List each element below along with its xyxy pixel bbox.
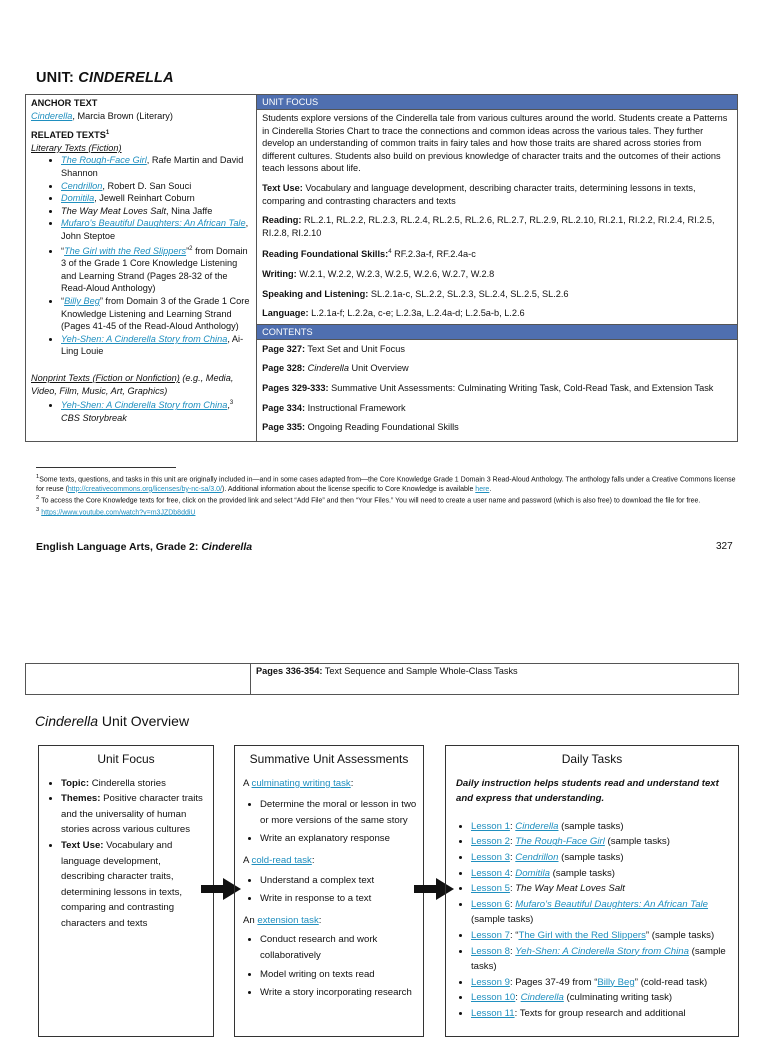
lesson-link[interactable]: Lesson 9 — [471, 976, 510, 988]
related-text-item: • “The Girl with the Red Slippers”$^2$ from Domain 3 of the Grade 1 Core Knowledge Listening and Learning Strand (Pages 28-32 of the Read-Aloud Anthology) — [61, 243, 251, 295]
related-text-item: • “Billy Beg” from Domain 3 of the Grade 1 Core Knowledge Listening and Learning Strand (Pages 41-45 of the Read-Aloud Anthology) — [61, 295, 251, 333]
related-text-link[interactable]: Cendrillon — [61, 180, 103, 191]
youtube-link[interactable]: https://www.youtube.com/watch?v=m3JZDb8ddiU — [41, 509, 196, 517]
lesson-item: • Lesson 1: Cinderella (sample tasks) — [471, 819, 732, 835]
related-text-link[interactable]: The Rough-Face Girl — [61, 155, 147, 166]
related-text-item: • The Way Meat Loves Salt, Nina Jaffe — [61, 205, 251, 218]
lesson-title-link[interactable]: Cendrillon — [515, 851, 559, 863]
contents-continued-box — [25, 663, 739, 695]
lessons-list — [446, 819, 738, 1022]
related-text-item: • Cendrillon, Robert D. San Souci — [61, 180, 251, 193]
lesson-title-link[interactable]: Cinderella — [515, 820, 559, 832]
daily-tasks-box — [445, 745, 739, 1037]
overview-title: Cinderella Unit Overview — [35, 713, 190, 729]
lesson-link[interactable]: Lesson 5 — [471, 883, 510, 895]
unit-focus-item: • Themes: Positive character traits and the universality of human stories across various cultures — [61, 791, 207, 838]
texts-column — [26, 95, 257, 442]
extension-list — [235, 932, 423, 1000]
lesson-link[interactable]: Lesson 6 — [471, 898, 510, 910]
extension-label: An extension task: — [243, 914, 322, 926]
footnotes — [36, 473, 736, 518]
related-text-item: • The Rough-Face Girl, Rafe Martin and David Shannon — [61, 154, 251, 179]
culminating-label: A culminating writing task: — [243, 777, 354, 789]
contents-row: Page 334: Instructional Framework — [262, 402, 406, 413]
lesson-link[interactable]: Lesson 4 — [471, 867, 510, 879]
contents-header: CONTENTS — [257, 325, 737, 340]
page-footer-title: English Language Arts, Grade 2: Cinderella — [36, 541, 253, 553]
footnote-2: $^2$ To access the Core Knowledge texts for free, click on the provided link and select “Add File” and then “Your Files.” You will need to create a user name and password (which is also free) to download the file for free. — [36, 495, 701, 505]
anchor-heading: ANCHOR TEXT — [31, 98, 98, 108]
related-text-link[interactable]: Domitila — [61, 193, 95, 204]
unit-title: UNIT: CINDERELLA — [36, 70, 174, 86]
related-text-item: • Mufaro's Beautiful Daughters: An African Tale, John Steptoe — [61, 217, 251, 242]
related-text-link[interactable]: Yeh-Shen: A Cinderella Story from China — [61, 333, 228, 344]
coldread-item: • Write in response to a text — [260, 891, 417, 907]
contents-row: Page 328: Cinderella Unit Overview — [262, 363, 409, 374]
lesson-title-link[interactable]: The Rough-Face Girl — [515, 836, 605, 848]
lesson-title-link[interactable]: The Girl with the Red Slippers — [518, 929, 646, 941]
extension-task-link[interactable]: extension task — [257, 914, 319, 926]
lesson-title-link[interactable]: Cinderella — [520, 992, 564, 1004]
nonprint-item: • Yeh-Shen: A Cinderella Story from China,$^3$ CBS Storybreak — [61, 397, 251, 424]
unit-name: CINDERELLA — [78, 70, 174, 86]
lesson-link[interactable]: Lesson 3 — [471, 851, 510, 863]
coldread-label: A cold-read task: — [243, 854, 315, 866]
page-number: 327 — [716, 541, 733, 552]
culminating-item: • Write an explanatory response — [260, 831, 417, 847]
anchor-text: Cinderella, Marcia Brown (Literary) — [31, 110, 173, 121]
related-text-link[interactable]: Mufaro's Beautiful Daughters: An African Tale — [61, 218, 246, 229]
focus-foundational: Reading Foundational Skills:$^4$ RF.2.3a-f, RF.2.4a-c — [262, 249, 476, 260]
daily-tasks-heading: Daily Tasks — [561, 752, 623, 766]
unit-focus-item: • Text Use: Vocabulary and language development, describing character traits, determining lessons in texts, comparing and contrasting characters and texts — [61, 838, 207, 932]
related-text-item: • Domitila, Jewell Reinhart Coburn — [61, 192, 251, 205]
contents-list — [257, 340, 737, 434]
lesson-item: • Lesson 11: Texts for group research and additional — [471, 1006, 732, 1022]
nonprint-heading: Nonprint Texts (Fiction or Nonfiction) (e.g., Media, Video, Film, Music, Art, Graphics) — [31, 373, 234, 396]
focus-writing: Writing: W.2.1, W.2.2, W.2.3, W.2.5, W.2.6, W.2.7, W.2.8 — [262, 269, 495, 279]
unit-focus-box — [38, 745, 214, 1037]
focus-cell — [257, 95, 738, 325]
lesson-item: • Lesson 7: “The Girl with the Red Slippers” (sample tasks) — [471, 928, 732, 944]
lesson-item: • Lesson 8: Yeh-Shen: A Cinderella Story from China (sample tasks) — [471, 944, 732, 975]
lesson-link[interactable]: Lesson 1 — [471, 820, 510, 832]
lesson-item: • Lesson 4: Domitila (sample tasks) — [471, 866, 732, 882]
culminating-list — [235, 797, 423, 847]
nonprint-list — [31, 397, 251, 424]
related-text-link[interactable]: Billy Beg — [64, 296, 100, 307]
lesson-item: • Lesson 10: Cinderella (culminating writing task) — [471, 990, 732, 1006]
daily-tasks-intro: Daily instruction helps students read and understand text and express that understanding. — [456, 777, 719, 805]
related-text-link[interactable]: The Girl with the Red Slippers — [64, 245, 187, 256]
unit-focus-header: UNIT FOCUS — [257, 95, 737, 110]
cold-read-task-link[interactable]: cold-read task — [251, 854, 312, 866]
lesson-link[interactable]: Lesson 7 — [471, 929, 510, 941]
assessments-box — [234, 745, 424, 1037]
footnote-3: $^3$ https://www.youtube.com/watch?v=m3JZDb8ddiU — [36, 507, 196, 517]
focus-text-use: Text Use: Vocabulary and language development, describing character traits, determining lessons in texts, comparing and contrasting characters and texts — [262, 182, 696, 206]
coldread-item: • Understand a complex text — [260, 873, 417, 889]
lesson-item: • Lesson 5: The Way Meat Loves Salt — [471, 881, 732, 897]
extension-item: • Model writing on texts read — [260, 967, 417, 983]
nonprint-link[interactable]: Yeh-Shen: A Cinderella Story from China — [61, 400, 228, 411]
text-set-table — [25, 94, 738, 442]
focus-intro: Students explore versions of the Cinderella tale from various cultures around the world. Students create a Patterns in Cinderella Stories Chart to trace the connections and common ideas across the various tales. They further develop an understanding of common traits in fairy tales and how those traits are shared across stories from different cultures. Students also build on previous knowledge of character traits and the outcomes of their actions teach lessons about life. — [262, 113, 728, 174]
contents-row: Pages 329-333: Summative Unit Assessments: Culminating Writing Task, Cold-Read Task, and Extension Task — [262, 382, 714, 393]
lesson-item: • Lesson 3: Cendrillon (sample tasks) — [471, 850, 732, 866]
related-text-item: • Yeh-Shen: A Cinderella Story from China, Ai-Ling Louie — [61, 333, 251, 358]
contents-row: Page 327: Text Set and Unit Focus — [262, 343, 405, 354]
lesson-title-link[interactable]: Billy Beg — [597, 976, 635, 988]
assessments-box-heading: Summative Unit Assessments — [249, 752, 409, 766]
culminating-item: • Determine the moral or lesson in two or more versions of the same story — [260, 797, 417, 828]
contents-row: Page 335: Ongoing Reading Foundational Skills — [262, 422, 459, 433]
lesson-title-link[interactable]: Domitila — [515, 867, 550, 879]
lesson-link[interactable]: Lesson 2 — [471, 836, 510, 848]
focus-reading: Reading: RL.2.1, RL.2.2, RL.2.3, RL.2.4, RL.2.5, RL.2.6, RL.2.7, RL.2.9, RL.2.10, RI.2.1, RI.2.2, RI.2.4, RI.2.5, RI.2.8, RI.2.10 — [262, 215, 715, 238]
unit-focus-item: • Topic: Cinderella stories — [61, 776, 207, 792]
license-here-link[interactable]: here — [475, 485, 490, 493]
extension-item: • Write a story incorporating research — [260, 985, 417, 1001]
coldread-list — [235, 873, 423, 907]
lesson-item: • Lesson 6: Mufaro's Beautiful Daughters: An African Tale (sample tasks) — [471, 897, 732, 928]
lesson-item: • Lesson 9: Pages 37-49 from “Billy Beg” (cold-read task) — [471, 975, 732, 991]
related-list — [31, 154, 251, 358]
focus-language: Language: L.2.1a-f; L.2.2a, c-e; L.2.3a, L.2.4a-d; L.2.5a-b, L.2.6 — [262, 308, 525, 319]
lesson-link[interactable]: Lesson 8 — [471, 945, 510, 957]
contents-continued-row: Pages 336-354: Text Sequence and Sample Whole-Class Tasks — [256, 666, 518, 676]
lesson-title-link[interactable]: Yeh-Shen: A Cinderella Story from China — [515, 945, 689, 957]
creative-commons-link[interactable]: http://creativecommons.org/licenses/by-nc-sa/3.0/ — [67, 485, 222, 493]
unit-focus-list — [39, 776, 213, 932]
anchor-title-link[interactable]: Cinderella — [31, 110, 73, 121]
footnote-1: $^1$Some texts, questions, and tasks in this unit are originally included in—and in some cases adapted from—the Core Knowledge Grade 1 Domain 3 Read-Aloud Anthology. The anthology falls under a Creative Commons license for reuse (http://creativecommons.org/licenses/by-nc-sa/3.0/). Additional information about the license specific to Core Knowledge is available here. — [36, 474, 736, 493]
unit-focus-box-heading: Unit Focus — [97, 752, 155, 766]
footnote-divider — [36, 467, 176, 468]
culminating-task-link[interactable]: culminating writing task — [251, 777, 351, 789]
lesson-link[interactable]: Lesson 10 — [471, 992, 516, 1004]
lesson-link[interactable]: Lesson 11 — [471, 1007, 515, 1019]
literary-heading: Literary Texts (Fiction) — [31, 142, 122, 153]
extension-item: • Conduct research and work collaboratively — [260, 932, 417, 963]
lesson-title-link[interactable]: Mufaro's Beautiful Daughters: An African Tale — [515, 898, 709, 910]
related-heading: RELATED TEXTS$^1$ — [31, 130, 110, 141]
lesson-item: • Lesson 2: The Rough-Face Girl (sample tasks) — [471, 834, 732, 850]
focus-speaking: Speaking and Listening: SL.2.1a-c, SL.2.2, SL.2.3, SL.2.4, SL.2.5, SL.2.6 — [262, 288, 569, 299]
contents-cell — [257, 324, 738, 441]
